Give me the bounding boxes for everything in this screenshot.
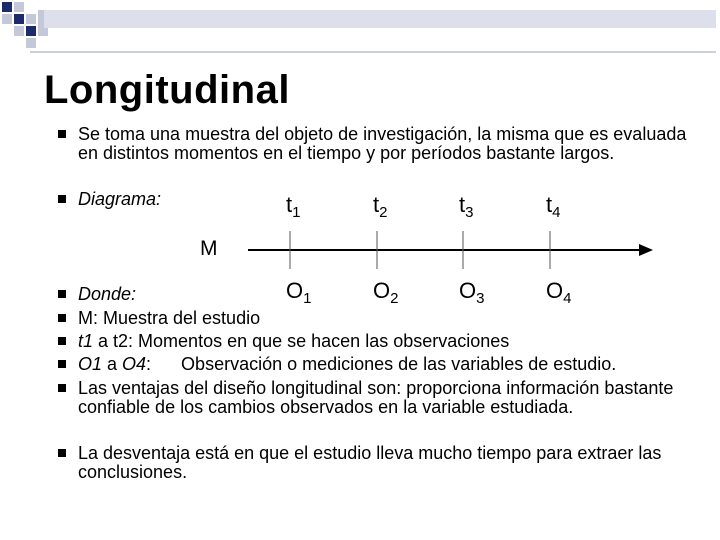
page-title: Longitudinal: [44, 68, 290, 112]
time-label: $t_3$: [459, 192, 474, 221]
time-label: $t_1$: [286, 192, 301, 221]
item-text: Donde:: [78, 284, 137, 304]
observation-label: $O_4$: [546, 278, 572, 307]
observation-label: $O_1$: [286, 278, 312, 307]
time-label: $t_2$: [373, 192, 388, 221]
arrow-head-icon: [639, 244, 653, 256]
observation-label: $O_3$: [459, 278, 485, 307]
item-text: Se toma una muestra del objeto de investigación, la misma que es evaluada en distintos momentos en el tiempo y por períodos bastante largos.: [78, 124, 687, 163]
item-text: La desventaja está en que el estudio lleva mucho tiempo para extraer las conclusiones.: [78, 443, 662, 482]
item-text: t1 a t2: Momentos en que se hacen las observaciones: [78, 331, 510, 351]
sample-label: M: [200, 237, 218, 260]
item-text: M: Muestra del estudio: [78, 308, 261, 328]
item-text: Diagrama:: [78, 189, 162, 209]
item-text: Las ventajas del diseño longitudinal son: proporciona información bastante confiable de los cambios observados en la variable estudiada.: [78, 378, 674, 417]
item-text: O1 a O4: Observación o mediciones de las variables de estudio.: [78, 354, 617, 374]
observation-label: $O_2$: [373, 278, 399, 307]
time-label: $t_4$: [546, 192, 561, 221]
